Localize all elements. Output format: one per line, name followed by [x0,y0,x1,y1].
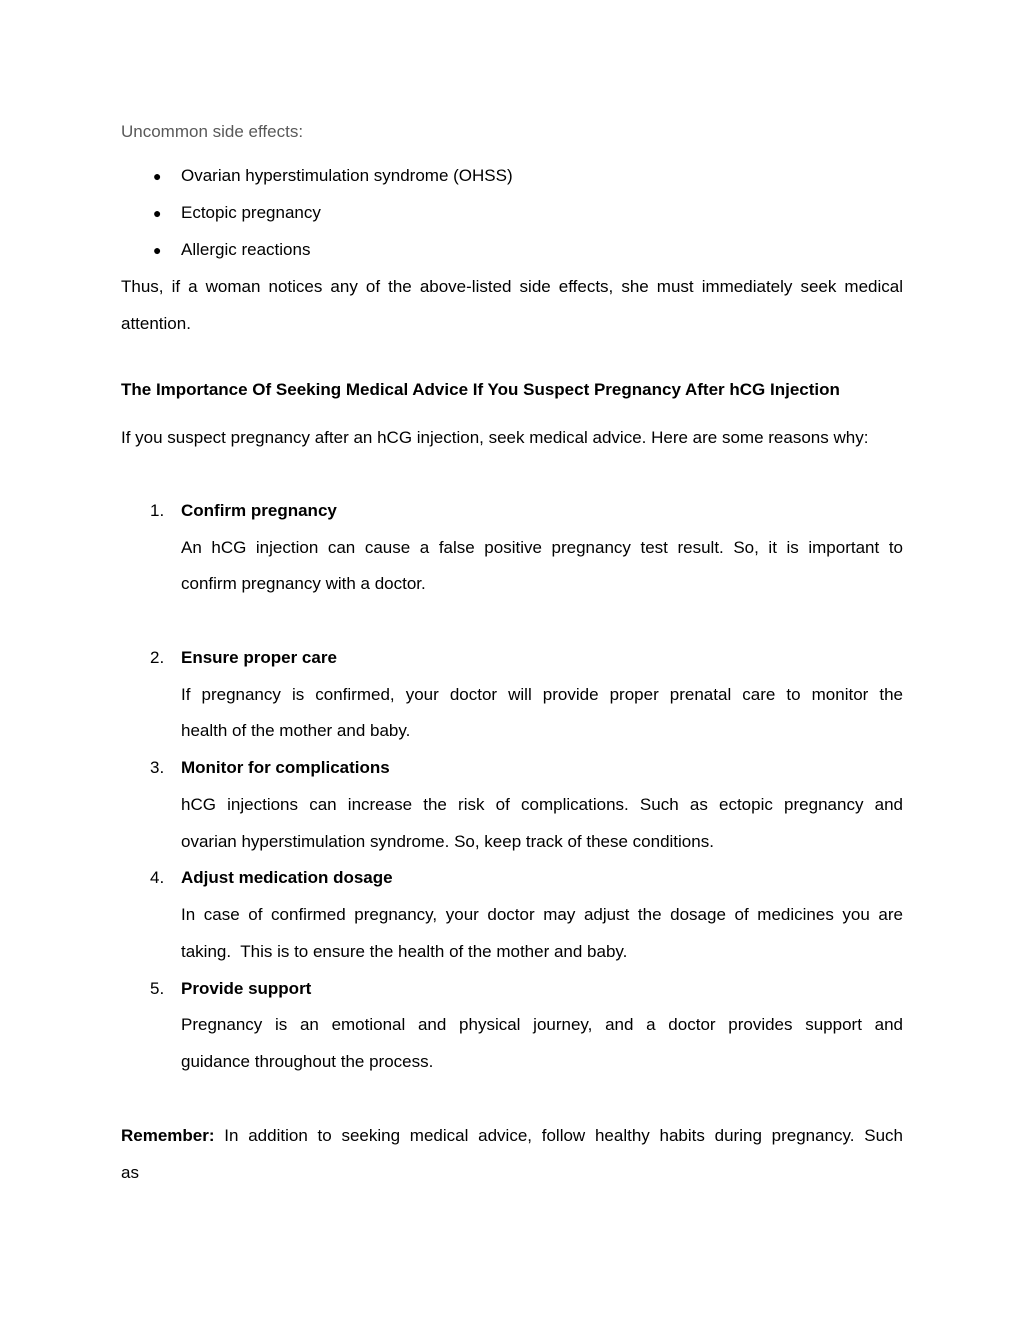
reason-text-line: ovarian hyperstimulation syndrome. So, keep track of these conditions. [181,832,714,851]
reason-text-line: confirm pregnancy with a doctor. [181,574,426,593]
warning-line: attention. [121,314,191,333]
section-intro: If you suspect pregnancy after an hCG injection, seek medical advice. Here are some reasons why: [121,428,869,447]
bullet-icon: ● [153,205,162,221]
remember-text: In addition to seeking medical advice, follow healthy habits during pregnancy. Such [214,1126,903,1145]
list-number: 2. [150,648,165,667]
side-effect-item: Ovarian hyperstimulation syndrome (OHSS) [181,166,513,185]
reason-text-line: hCG injections can increase the risk of complications. Such as ectopic pregnancy and [181,795,903,814]
bullet-icon: ● [153,168,162,184]
remember-line [121,1126,903,1146]
reason-text-line: health of the mother and baby. [181,721,411,740]
reason-text-line: Pregnancy is an emotional and physical journey, and a doctor provides support and [181,1015,903,1034]
remember-line: as [121,1163,139,1182]
side-effect-item: Allergic reactions [181,240,311,259]
reason-title: Adjust medication dosage [181,868,393,887]
uncommon-side-effects-title: Uncommon side effects: [121,122,304,141]
remember-label: Remember: [121,1126,215,1145]
list-number: 4. [150,868,165,887]
warning-line: Thus, if a woman notices any of the above-listed side effects, she must immediately seek medical [121,277,903,296]
list-number: 3. [150,758,165,777]
reason-title: Ensure proper care [181,648,337,667]
reason-title: Provide support [181,979,312,998]
side-effect-item: Ectopic pregnancy [181,203,321,222]
reason-text-line: guidance throughout the process. [181,1052,434,1071]
reason-title: Confirm pregnancy [181,501,337,520]
reason-text-line: taking. This is to ensure the health of the mother and baby. [181,942,628,961]
section-heading: The Importance Of Seeking Medical Advice If You Suspect Pregnancy After hCG Injection [121,380,840,399]
list-number: 1. [150,501,165,520]
reason-text-line: An hCG injection can cause a false positive pregnancy test result. So, it is important to [181,538,903,557]
reason-text-line: In case of confirmed pregnancy, your doctor may adjust the dosage of medicines you are [181,905,903,924]
bullet-icon: ● [153,242,162,258]
reason-title: Monitor for complications [181,758,390,777]
list-number: 5. [150,979,165,998]
reason-text-line: If pregnancy is confirmed, your doctor will provide proper prenatal care to monitor the [181,685,903,704]
